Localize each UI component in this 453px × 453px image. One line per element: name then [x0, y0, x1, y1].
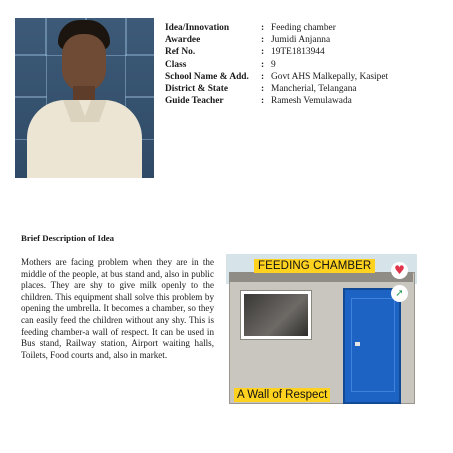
cabin-door	[343, 288, 401, 404]
profile-row-idea	[165, 22, 388, 34]
poster-banner: FEEDING CHAMBER	[254, 259, 375, 273]
awardee-photo	[15, 18, 154, 178]
profile-value: 9	[271, 59, 276, 70]
brief-description: Mothers are facing problem when they are in the middle of the people, at bus stand and, also in public places. They are shy to give milk openly to the children. This equipment shall solve this problem by opening the umbrella. It becomes a chamber, so they can easily feed the children without any shy. This is feeding chamber-a wall of respect. It can be used in Bus stand, Railway station, Airport waiting halls, Toilets, Food courts and, also in market.	[21, 257, 214, 360]
profile-separator: :	[261, 59, 265, 70]
profile-separator: :	[261, 71, 265, 82]
profile-label: Ref No.	[165, 47, 196, 58]
poster-caption: A Wall of Respect	[234, 388, 330, 402]
wall-tile	[15, 18, 47, 56]
profile-value: Feeding chamber	[271, 23, 336, 33]
profile-label: Guide Teacher	[165, 96, 224, 107]
profile-value: Jumidi Anjanna	[271, 35, 331, 46]
face	[62, 34, 106, 92]
brief-heading: Brief Description of Idea	[21, 233, 115, 243]
profile-value: Govt AHS Malkepally, Kasipet	[271, 71, 389, 82]
profile-label: Idea/Innovation	[165, 23, 230, 33]
profile-separator: :	[261, 23, 265, 33]
cabin-roof	[229, 272, 413, 282]
window-glass	[244, 294, 308, 336]
profile-value: 19TE1813944	[271, 47, 325, 58]
wall-tile	[125, 54, 154, 98]
profile-row-teacher	[165, 95, 388, 107]
profile-details	[165, 22, 388, 107]
profile-separator: :	[261, 47, 265, 58]
profile-row-awardee	[165, 34, 388, 46]
profile-row-class	[165, 59, 388, 71]
feeding-chamber-image	[226, 254, 417, 411]
profile-label: District & State	[165, 84, 228, 95]
profile-row-school	[165, 71, 388, 83]
profile-row-district	[165, 83, 388, 95]
profile-separator: :	[261, 84, 265, 95]
share-icon: ➚	[391, 285, 408, 302]
profile-separator: :	[261, 96, 265, 107]
profile-label: Awardee	[165, 35, 201, 46]
heart-icon: ♥	[391, 262, 408, 279]
cabin-window	[240, 290, 312, 340]
profile-label: School Name & Add.	[165, 71, 249, 82]
door-handle	[355, 342, 360, 346]
wall-tile	[15, 54, 47, 98]
profile-value: Ramesh Vemulawada	[271, 96, 352, 107]
profile-row-ref	[165, 46, 388, 58]
wall-tile	[125, 18, 154, 56]
profile-label: Class	[165, 59, 187, 70]
profile-value: Mancherial, Telangana	[271, 84, 357, 95]
profile-separator: :	[261, 35, 265, 46]
shirt	[27, 100, 142, 178]
